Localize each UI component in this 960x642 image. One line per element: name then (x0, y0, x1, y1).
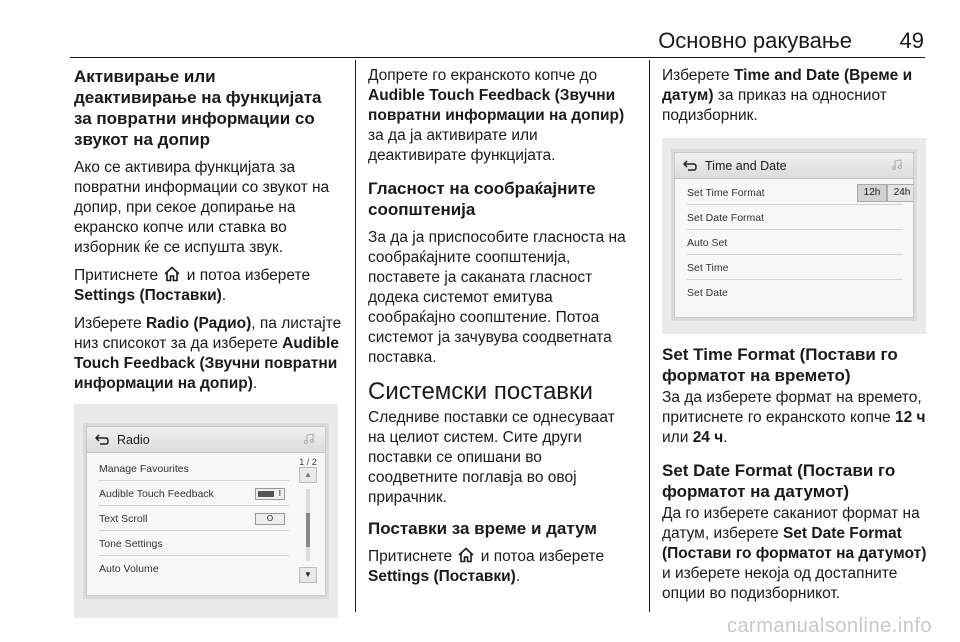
menu-item-set-time[interactable]: Set Time (687, 256, 903, 280)
column-divider-2 (649, 60, 650, 612)
screen-title-bar (675, 153, 913, 179)
paragraph: Притиснете и потоа изберете Settings (Поставки). (368, 548, 605, 585)
12h-label: 12 ч (894, 409, 926, 426)
section-heading-set-date-format: Set Date Format (Постави го форматот на датумот) (662, 461, 896, 501)
settings-label: Settings (Поставки) (74, 287, 222, 304)
menu-item-set-time-format[interactable]: Set Time Format (687, 181, 903, 205)
audible-touch-feedback-label: Audible Touch Feedback (Звучни повратни информации на допир) (368, 87, 625, 124)
chapter-title: Основно ракување (658, 28, 852, 53)
page-indicator: 1 / 2 (299, 457, 317, 467)
24h-label: 24 ч (692, 429, 724, 446)
scroll-down-button[interactable]: ▼ (299, 567, 317, 583)
column-3 (662, 66, 930, 604)
menu-item-auto-set[interactable]: Auto Set (687, 231, 903, 255)
menu-item-auto-volume[interactable]: Auto Volume (99, 563, 159, 575)
paragraph: Ако се активира функцијата за повратни информации со звукот на допир, при секое допирање на екранско копче или ставка во изборник ќе се испушта звук. (74, 159, 330, 256)
menu-item-audible-touch-feedback[interactable]: Audible Touch Feedback (99, 482, 289, 506)
music-note-icon (303, 433, 315, 445)
menu-item-text-scroll[interactable]: Text Scroll (99, 507, 289, 531)
screen-title-bar (87, 427, 325, 453)
music-note-icon (891, 159, 903, 171)
scroll-track[interactable] (306, 489, 310, 561)
radio-screen (86, 426, 326, 596)
settings-label: Settings (Поставки) (368, 568, 516, 585)
radio-screen-illustration (74, 404, 338, 618)
back-arrow-icon[interactable] (683, 160, 697, 172)
time-date-screen-illustration (662, 138, 926, 334)
24h-button[interactable]: 24h (887, 184, 914, 202)
screen-title: Radio (117, 433, 150, 447)
screen-title: Time and Date (705, 159, 787, 173)
section-heading-time-date: Поставки за време и датум (368, 519, 597, 538)
page-header (0, 0, 960, 58)
paragraph: Изберете Time and Date (Време и датум) за приказ на односниот подизборник. (662, 67, 913, 124)
paragraph: Изберете Radio (Радио), па листајте низ списокот за да изберете Audible Touch Feedback (Звучни повратни информации на допир). (74, 315, 342, 392)
menu-item-set-date[interactable]: Set Date (687, 287, 728, 299)
section-heading-touch-feedback: Активирање или деактивирање на функцијата за повратни информации со звукот на допир (74, 67, 322, 149)
time-and-date-label: Time and Date (Време и датум) (662, 67, 913, 104)
scroll-up-button[interactable]: ▲ (299, 467, 317, 483)
column-1 (74, 66, 342, 618)
back-arrow-icon[interactable] (95, 434, 109, 446)
scroll-thumb[interactable] (306, 513, 310, 547)
paragraph: За да ја приспособите гласноста на сообраќајните соопштенија, поставете ја саканата гласност додека системот емитува сообраќајно соопштение. Потоа системот ја зачувува соодветната поставка. (368, 229, 626, 366)
menu-item-set-date-format[interactable]: Set Date Format (687, 206, 903, 230)
paragraph: Да го изберете саканиот формат на датум, изберете Set Date Format (Постави го форматот на датумот) и изберете некоја од достапните опции во подизборникот. (662, 505, 927, 602)
audible-touch-feedback-label: Audible Touch Feedback (Звучни повратни информации на допир) (74, 335, 339, 392)
page-number: 49 (899, 28, 924, 53)
paragraph: Допрете го екранското копче до Audible Touch Feedback (Звучни повратни информации на допир) за да ја активирате или деактивирате функцијата. (368, 67, 625, 164)
paragraph: За да изберете формат на времето, притиснете го екранското копче 12 ч или 24 ч. (662, 389, 926, 446)
scrollbar[interactable] (299, 457, 317, 589)
set-date-format-label: Set Date Format (Постави го форматот на датумот) (662, 525, 927, 562)
paragraph: Следниве поставки се однесуваат на целиот систем. Сите други поставки се опишани во соодветните поглавја во овој прирачник. (368, 409, 615, 506)
section-heading-traffic-volume: Гласност на сообраќајните соопштенија (368, 179, 596, 219)
text-scroll-toggle[interactable]: O (255, 513, 285, 525)
time-date-screen (674, 152, 914, 318)
header-divider (70, 57, 925, 58)
column-2 (368, 66, 636, 595)
column-divider-1 (355, 60, 356, 612)
section-heading-system-settings: Системски поставки (368, 378, 593, 405)
paragraph: Притиснете и потоа изберете Settings (Поставки). (74, 267, 311, 304)
audible-touch-feedback-toggle[interactable]: I (255, 488, 285, 500)
radio-label: Radio (Радио) (145, 315, 252, 332)
home-icon (458, 547, 474, 563)
watermark: carmanualsonline.info (726, 615, 932, 637)
home-icon (164, 266, 180, 282)
menu-item-tone-settings[interactable]: Tone Settings (99, 532, 289, 556)
section-heading-set-time-format: Set Time Format (Постави го форматот на времето) (662, 345, 898, 385)
menu-item-manage-favourites[interactable]: Manage Favourites (99, 457, 289, 481)
12h-button[interactable]: 12h (857, 184, 887, 202)
